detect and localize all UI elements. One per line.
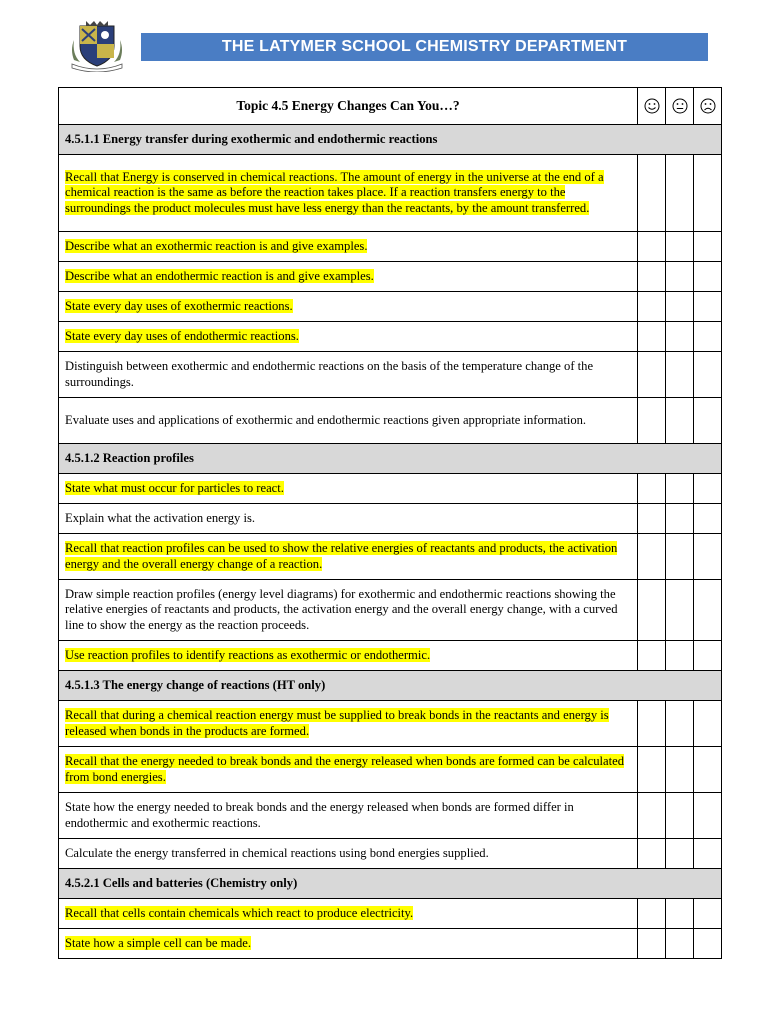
checklist-row	[59, 474, 722, 504]
not-confident-checkbox[interactable]	[694, 292, 722, 322]
learning-objective-cell	[59, 504, 638, 534]
not-confident-checkbox[interactable]	[694, 155, 722, 232]
unsure-checkbox[interactable]	[666, 262, 694, 292]
confident-checkbox[interactable]	[638, 292, 666, 322]
learning-objective-text: Evaluate uses and applications of exothermic and endothermic reactions given appropriate information.	[65, 412, 587, 427]
checklist-row	[59, 292, 722, 322]
learning-objective-text: Explain what the activation energy is.	[65, 510, 256, 525]
not-confident-checkbox[interactable]	[694, 929, 722, 959]
checklist-row	[59, 580, 722, 641]
confident-checkbox[interactable]	[638, 899, 666, 929]
learning-objective-cell	[59, 474, 638, 504]
not-confident-column-header	[694, 88, 722, 125]
checklist-row	[59, 232, 722, 262]
unsure-checkbox[interactable]	[666, 352, 694, 398]
not-confident-checkbox[interactable]	[694, 504, 722, 534]
not-confident-checkbox[interactable]	[694, 580, 722, 641]
unsure-checkbox[interactable]	[666, 929, 694, 959]
learning-objective-cell	[59, 232, 638, 262]
confident-checkbox[interactable]	[638, 232, 666, 262]
section-heading: 4.5.2.1 Cells and batteries (Chemistry only)	[59, 869, 722, 899]
checklist-row	[59, 793, 722, 839]
learning-objective-text: Describe what an exothermic reaction is and give examples.	[65, 238, 368, 253]
learning-objective-cell	[59, 292, 638, 322]
checklist-row	[59, 899, 722, 929]
confident-checkbox[interactable]	[638, 474, 666, 504]
not-confident-checkbox[interactable]	[694, 322, 722, 352]
not-confident-checkbox[interactable]	[694, 534, 722, 580]
learning-objective-text: State what must occur for particles to react.	[65, 480, 284, 495]
checklist-row	[59, 262, 722, 292]
unsure-checkbox[interactable]	[666, 232, 694, 262]
section-heading: 4.5.1.2 Reaction profiles	[59, 444, 722, 474]
learning-objective-cell	[59, 747, 638, 793]
confident-checkbox[interactable]	[638, 504, 666, 534]
checklist-row	[59, 641, 722, 671]
learning-objective-cell	[59, 641, 638, 671]
learning-objective-text: Draw simple reaction profiles (energy level diagrams) for exothermic and endothermic reactions showing the relative energies of reactants and products, the activation energy and the overall energy change, with a curved line to show the energy as the reaction proceeds.	[65, 586, 618, 632]
learning-objective-text: Describe what an endothermic reaction is and give examples.	[65, 268, 374, 283]
topic-title: Topic 4.5 Energy Changes Can You…?	[59, 88, 638, 125]
table-header-row	[59, 88, 722, 125]
learning-objective-text: Recall that during a chemical reaction energy must be supplied to break bonds in the reactants and energy is released when bonds in the products are formed.	[65, 708, 609, 738]
learning-objective-text: Distinguish between exothermic and endothermic reactions on the basis of the temperature change of the surroundings.	[65, 359, 594, 389]
checklist-row	[59, 352, 722, 398]
confident-checkbox[interactable]	[638, 793, 666, 839]
not-confident-checkbox[interactable]	[694, 232, 722, 262]
not-confident-checkbox[interactable]	[694, 839, 722, 869]
not-confident-checkbox[interactable]	[694, 262, 722, 292]
learning-objective-text: Recall that reaction profiles can be used to show the relative energies of reactants and products, the activation energy and the overall energy change of a reaction.	[65, 541, 618, 571]
school-crest	[68, 20, 126, 72]
confident-checkbox[interactable]	[638, 262, 666, 292]
checklist-row	[59, 929, 722, 959]
learning-objective-text: State how a simple cell can be made.	[65, 935, 252, 950]
not-confident-checkbox[interactable]	[694, 641, 722, 671]
section-heading-row	[59, 671, 722, 701]
checklist-row	[59, 504, 722, 534]
confident-checkbox[interactable]	[638, 398, 666, 444]
learning-objective-text: State how the energy needed to break bonds and the energy released when bonds are formed differ in endothermic and exothermic reactions.	[65, 800, 574, 830]
department-banner: THE LATYMER SCHOOL CHEMISTRY DEPARTMENT	[141, 33, 708, 61]
learning-objective-cell	[59, 839, 638, 869]
learning-objective-cell	[59, 534, 638, 580]
learning-objective-cell	[59, 398, 638, 444]
not-confident-checkbox[interactable]	[694, 352, 722, 398]
checklist-row	[59, 155, 722, 232]
unsure-checkbox[interactable]	[666, 398, 694, 444]
not-confident-checkbox[interactable]	[694, 747, 722, 793]
confident-checkbox[interactable]	[638, 580, 666, 641]
frowning-face-icon	[700, 98, 716, 114]
unsure-checkbox[interactable]	[666, 534, 694, 580]
not-confident-checkbox[interactable]	[694, 398, 722, 444]
learning-objective-cell	[59, 580, 638, 641]
learning-objective-text: Recall that Energy is conserved in chemical reactions. The amount of energy in the universe at the end of a chemical reaction is the same as before the reaction takes place. If a reaction transfers energy to the surroundings the product molecules must have less energy than the reactants, by the amount transferred.	[65, 169, 604, 215]
unsure-checkbox[interactable]	[666, 155, 694, 232]
learning-objective-cell	[59, 262, 638, 292]
confident-checkbox[interactable]	[638, 641, 666, 671]
unsure-checkbox[interactable]	[666, 701, 694, 747]
learning-objective-text: State every day uses of endothermic reactions.	[65, 328, 299, 343]
confident-column-header	[638, 88, 666, 125]
confident-checkbox[interactable]	[638, 701, 666, 747]
unsure-checkbox[interactable]	[666, 322, 694, 352]
not-confident-checkbox[interactable]	[694, 474, 722, 504]
section-heading: 4.5.1.1 Energy transfer during exothermic and endothermic reactions	[59, 125, 722, 155]
unsure-checkbox[interactable]	[666, 474, 694, 504]
learning-objective-text: Recall that the energy needed to break bonds and the energy released when bonds are formed can be calculated from bond energies.	[65, 754, 625, 784]
checklist-table	[58, 87, 722, 959]
section-heading-row	[59, 869, 722, 899]
learning-objective-cell	[59, 793, 638, 839]
unsure-checkbox[interactable]	[666, 504, 694, 534]
unsure-checkbox[interactable]	[666, 641, 694, 671]
section-heading-row	[59, 125, 722, 155]
checklist-row	[59, 322, 722, 352]
unsure-checkbox[interactable]	[666, 292, 694, 322]
not-confident-checkbox[interactable]	[694, 701, 722, 747]
learning-objective-cell	[59, 352, 638, 398]
unsure-column-header	[666, 88, 694, 125]
confident-checkbox[interactable]	[638, 747, 666, 793]
not-confident-checkbox[interactable]	[694, 899, 722, 929]
checklist-row	[59, 747, 722, 793]
unsure-checkbox[interactable]	[666, 899, 694, 929]
section-heading: 4.5.1.3 The energy change of reactions (HT only)	[59, 671, 722, 701]
confident-checkbox[interactable]	[638, 352, 666, 398]
checklist-row	[59, 398, 722, 444]
checklist-row	[59, 839, 722, 869]
confident-checkbox[interactable]	[638, 322, 666, 352]
learning-objective-text: Use reaction profiles to identify reactions as exothermic or endothermic.	[65, 647, 431, 662]
confident-checkbox[interactable]	[638, 929, 666, 959]
unsure-checkbox[interactable]	[666, 580, 694, 641]
learning-objective-cell	[59, 701, 638, 747]
smiling-face-icon	[644, 98, 660, 114]
unsure-checkbox[interactable]	[666, 747, 694, 793]
not-confident-checkbox[interactable]	[694, 793, 722, 839]
unsure-checkbox[interactable]	[666, 793, 694, 839]
unsure-checkbox[interactable]	[666, 839, 694, 869]
section-heading-row	[59, 444, 722, 474]
confident-checkbox[interactable]	[638, 839, 666, 869]
learning-objective-text: State every day uses of exothermic reactions.	[65, 298, 293, 313]
confident-checkbox[interactable]	[638, 534, 666, 580]
learning-objective-text: Calculate the energy transferred in chemical reactions using bond energies supplied.	[65, 845, 489, 860]
checklist-row	[59, 701, 722, 747]
learning-objective-cell	[59, 322, 638, 352]
confident-checkbox[interactable]	[638, 155, 666, 232]
checklist-row	[59, 534, 722, 580]
learning-objective-cell	[59, 899, 638, 929]
learning-objective-cell	[59, 929, 638, 959]
learning-objective-text: Recall that cells contain chemicals which react to produce electricity.	[65, 905, 414, 920]
neutral-face-icon	[672, 98, 688, 114]
learning-objective-cell	[59, 155, 638, 232]
